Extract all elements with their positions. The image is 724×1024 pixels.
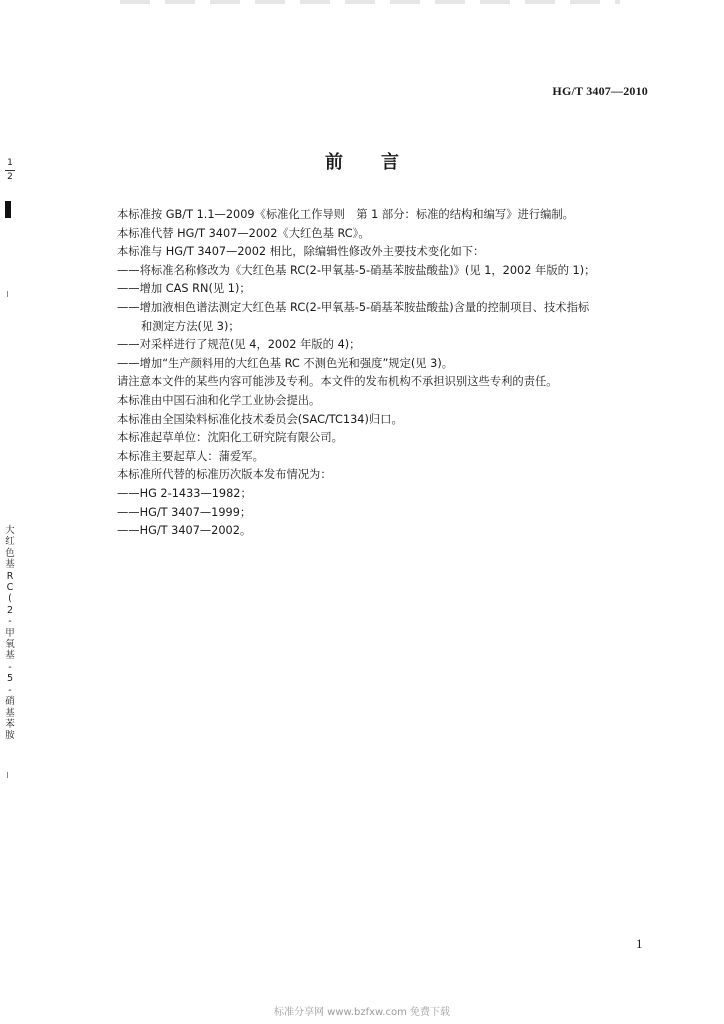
paragraph-line: 本标准与 HG/T 3407—2002 相比，除编辑性修改外主要技术变化如下： <box>117 245 485 259</box>
margin-title-char: 甲 <box>5 627 15 639</box>
paragraph-line: 本标准主要起草人：蒲爱军。 <box>117 449 264 463</box>
margin-title-char: 色 <box>5 547 15 559</box>
page-title <box>0 148 724 174</box>
margin-vertical-title <box>3 525 17 742</box>
paragraph-line: 本标准由中国石油和化学工业协会提出。 <box>117 393 321 407</box>
margin-tick <box>7 772 8 778</box>
list-item: ——HG/T 3407—2002。 <box>117 524 252 538</box>
footer-watermark: 标准分享网 www.bzfxw.com 免费下载 <box>274 1007 450 1018</box>
margin-title-char: 5 <box>6 673 14 685</box>
margin-title-char: 氧 <box>5 639 15 651</box>
fraction-denominator: 2 <box>7 172 13 182</box>
list-item: ——增加液相色谱法测定大红色基 RC(2-甲氧基-5-硝基苯胺盐酸盐)含量的控制项目、技术指标 <box>117 300 590 314</box>
margin-page-fraction <box>5 158 15 183</box>
paragraph-line: 本标准所代替的标准历次版本发布情况为： <box>117 468 332 482</box>
margin-title-char: 2 <box>6 604 14 616</box>
list-item: ——对采样进行了规范(见 4，2002 年版的 4)； <box>117 338 361 352</box>
paragraph-line: 本标准按 GB/T 1.1—2009《标准化工作导则 第 1 部分：标准的结构和编写》进行编制。 <box>117 208 574 221</box>
list-item-continuation: 和测定方法(见 3)； <box>141 319 240 333</box>
paragraph-line: 本标准代替 HG/T 3407—2002《大红色基 RC》。 <box>117 226 370 240</box>
margin-tick <box>7 291 8 297</box>
margin-title-char: - <box>8 616 12 628</box>
list-item: ——HG 2-1433—1982； <box>117 486 252 500</box>
list-item: ——增加 CAS RN(见 1)； <box>117 282 251 296</box>
margin-title-char: 基 <box>5 559 15 571</box>
scan-artifact <box>120 0 620 4</box>
list-item: ——HG/T 3407—1999； <box>117 505 252 519</box>
margin-title-char: 红 <box>5 536 15 548</box>
margin-title-char: 硝 <box>5 696 15 708</box>
margin-title-char: ( <box>8 593 12 605</box>
margin-title-char: - <box>8 661 12 673</box>
margin-marker <box>5 201 11 218</box>
title-char-1: 前 <box>325 152 343 173</box>
margin-title-char: 基 <box>5 650 15 662</box>
paragraph-line: 本标准由全国染料标准化技术委员会(SAC/TC134)归口。 <box>117 412 403 426</box>
margin-title-char: - <box>8 684 12 696</box>
fraction-numerator: 1 <box>7 158 13 168</box>
page-number: 1 <box>636 936 643 951</box>
margin-title-char: 胺 <box>5 730 15 742</box>
margin-title-char: 苯 <box>5 718 15 730</box>
margin-title-char: C <box>6 582 14 594</box>
list-item: ——将标准名称修改为《大红色基 RC(2-甲氧基-5-硝基苯胺盐酸盐)》(见 1，2002 年版的 1)； <box>117 263 596 277</box>
list-item: ——增加“生产颜料用的大红色基 RC 不测色光和强度”规定(见 3)。 <box>117 356 454 370</box>
margin-title-char: 大 <box>5 525 15 536</box>
preface-body <box>117 206 657 541</box>
paragraph-line: 本标准起草单位：沈阳化工研究院有限公司。 <box>117 431 343 445</box>
margin-title-char: 基 <box>5 707 15 719</box>
margin-title-char: R <box>6 570 14 582</box>
title-char-2: 言 <box>381 152 399 173</box>
standard-code: HG/T 3407—2010 <box>552 84 648 98</box>
paragraph-line: 请注意本文件的某些内容可能涉及专利。本文件的发布机构不承担识别这些专利的责任。 <box>117 375 558 389</box>
